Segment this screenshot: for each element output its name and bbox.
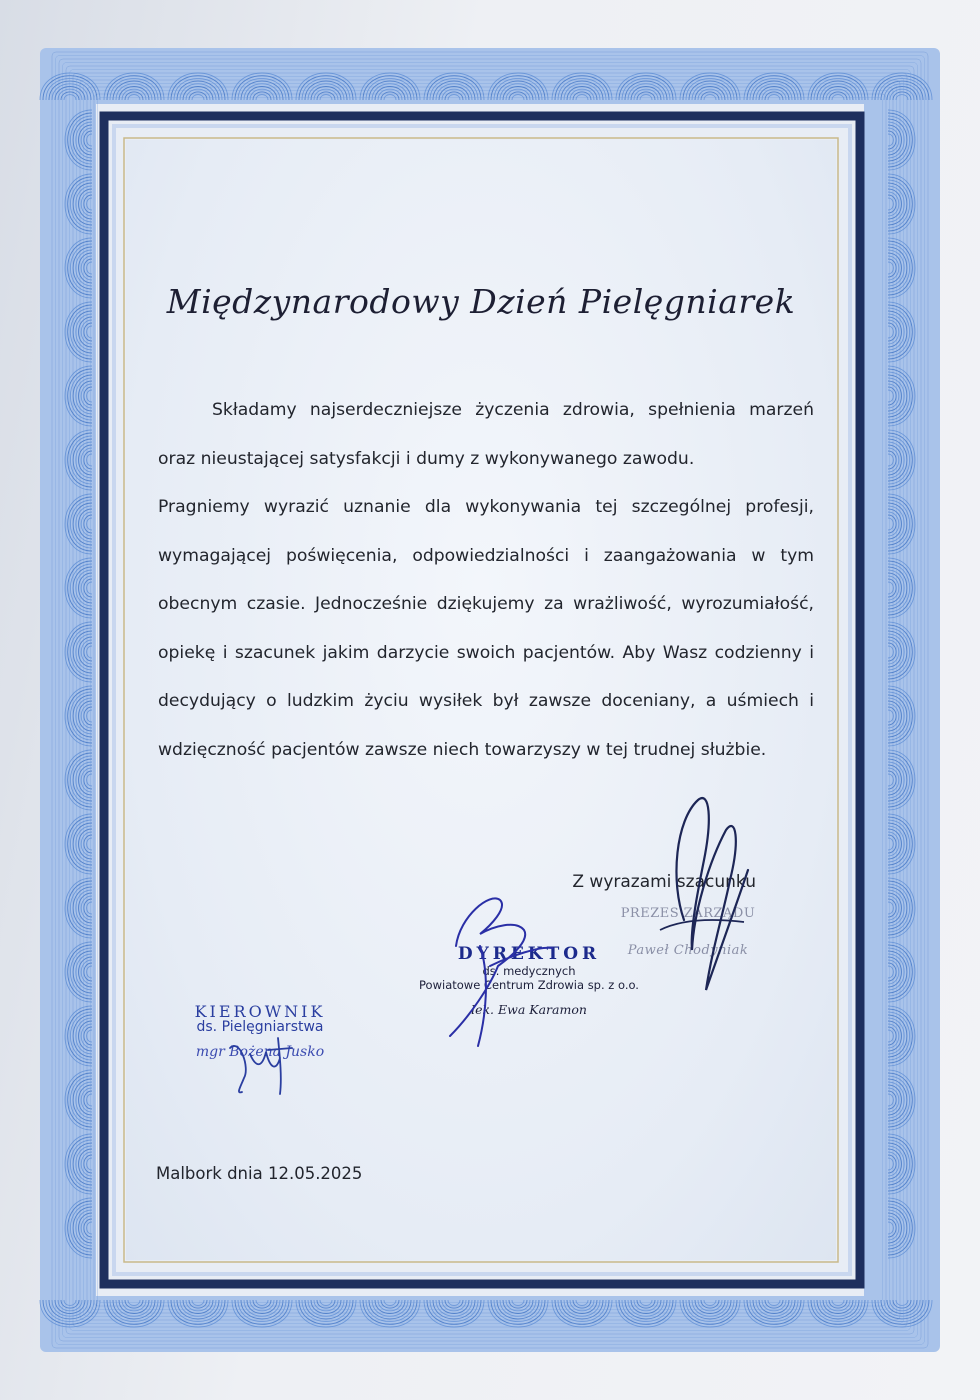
kierownik-dept: ds. Pielęgniarstwa — [196, 1019, 324, 1035]
dyrektor-org: Powiatowe Centrum Zdrowia sp. z o.o. — [419, 978, 639, 992]
prezes-role: PREZES ZARZĄDU — [620, 906, 756, 921]
paragraph-1: Składamy najserdeczniejsze życzenia zdrowia, spełnienia marzeń oraz nieustającej satysfakcji i dumy z wykonywanego zawodu. — [158, 400, 814, 469]
place-date: Malbork dnia 12.05.2025 — [156, 1164, 363, 1183]
certificate-body — [158, 386, 814, 774]
dyrektor-name: lek. Ewa Karamon — [471, 1002, 587, 1017]
kierownik-signature — [220, 1028, 300, 1098]
dyrektor-signature — [420, 886, 570, 1056]
prezes-name: Paweł Chodyniak — [627, 943, 749, 958]
dyrektor-dept: ds. medycznych — [482, 964, 576, 978]
closing-phrase: Z wyrazami szacunku — [572, 872, 756, 892]
kierownik-name: mgr Bożena Jusko — [195, 1044, 325, 1060]
kierownik-role: KIEROWNIK — [194, 1002, 326, 1021]
paragraph-2: Pragniemy wyrazić uznanie dla wykonywania tej szczególnej profesji, wymagającej poświęcenia, odpowiedzialności i zaangażowania w tym obecnym czasie. Jednocześnie dziękujemy za wrażliwość, wyrozumiałość, opiekę i szacunek jakim darzycie swoich pacjentów. Aby Wasz codzienny i decydujący o ludzkim życiu wysiłek był zawsze doceniany, a uśmiech i wdzięczność pacjentów zawsze niech towarzyszy w tej trudnej służbie. — [158, 497, 814, 760]
certificate-title: Międzynarodowy Dzień Pielęgniarek — [166, 282, 796, 321]
dyrektor-role: DYREKTOR — [457, 944, 601, 964]
prezes-signature — [640, 780, 760, 1010]
